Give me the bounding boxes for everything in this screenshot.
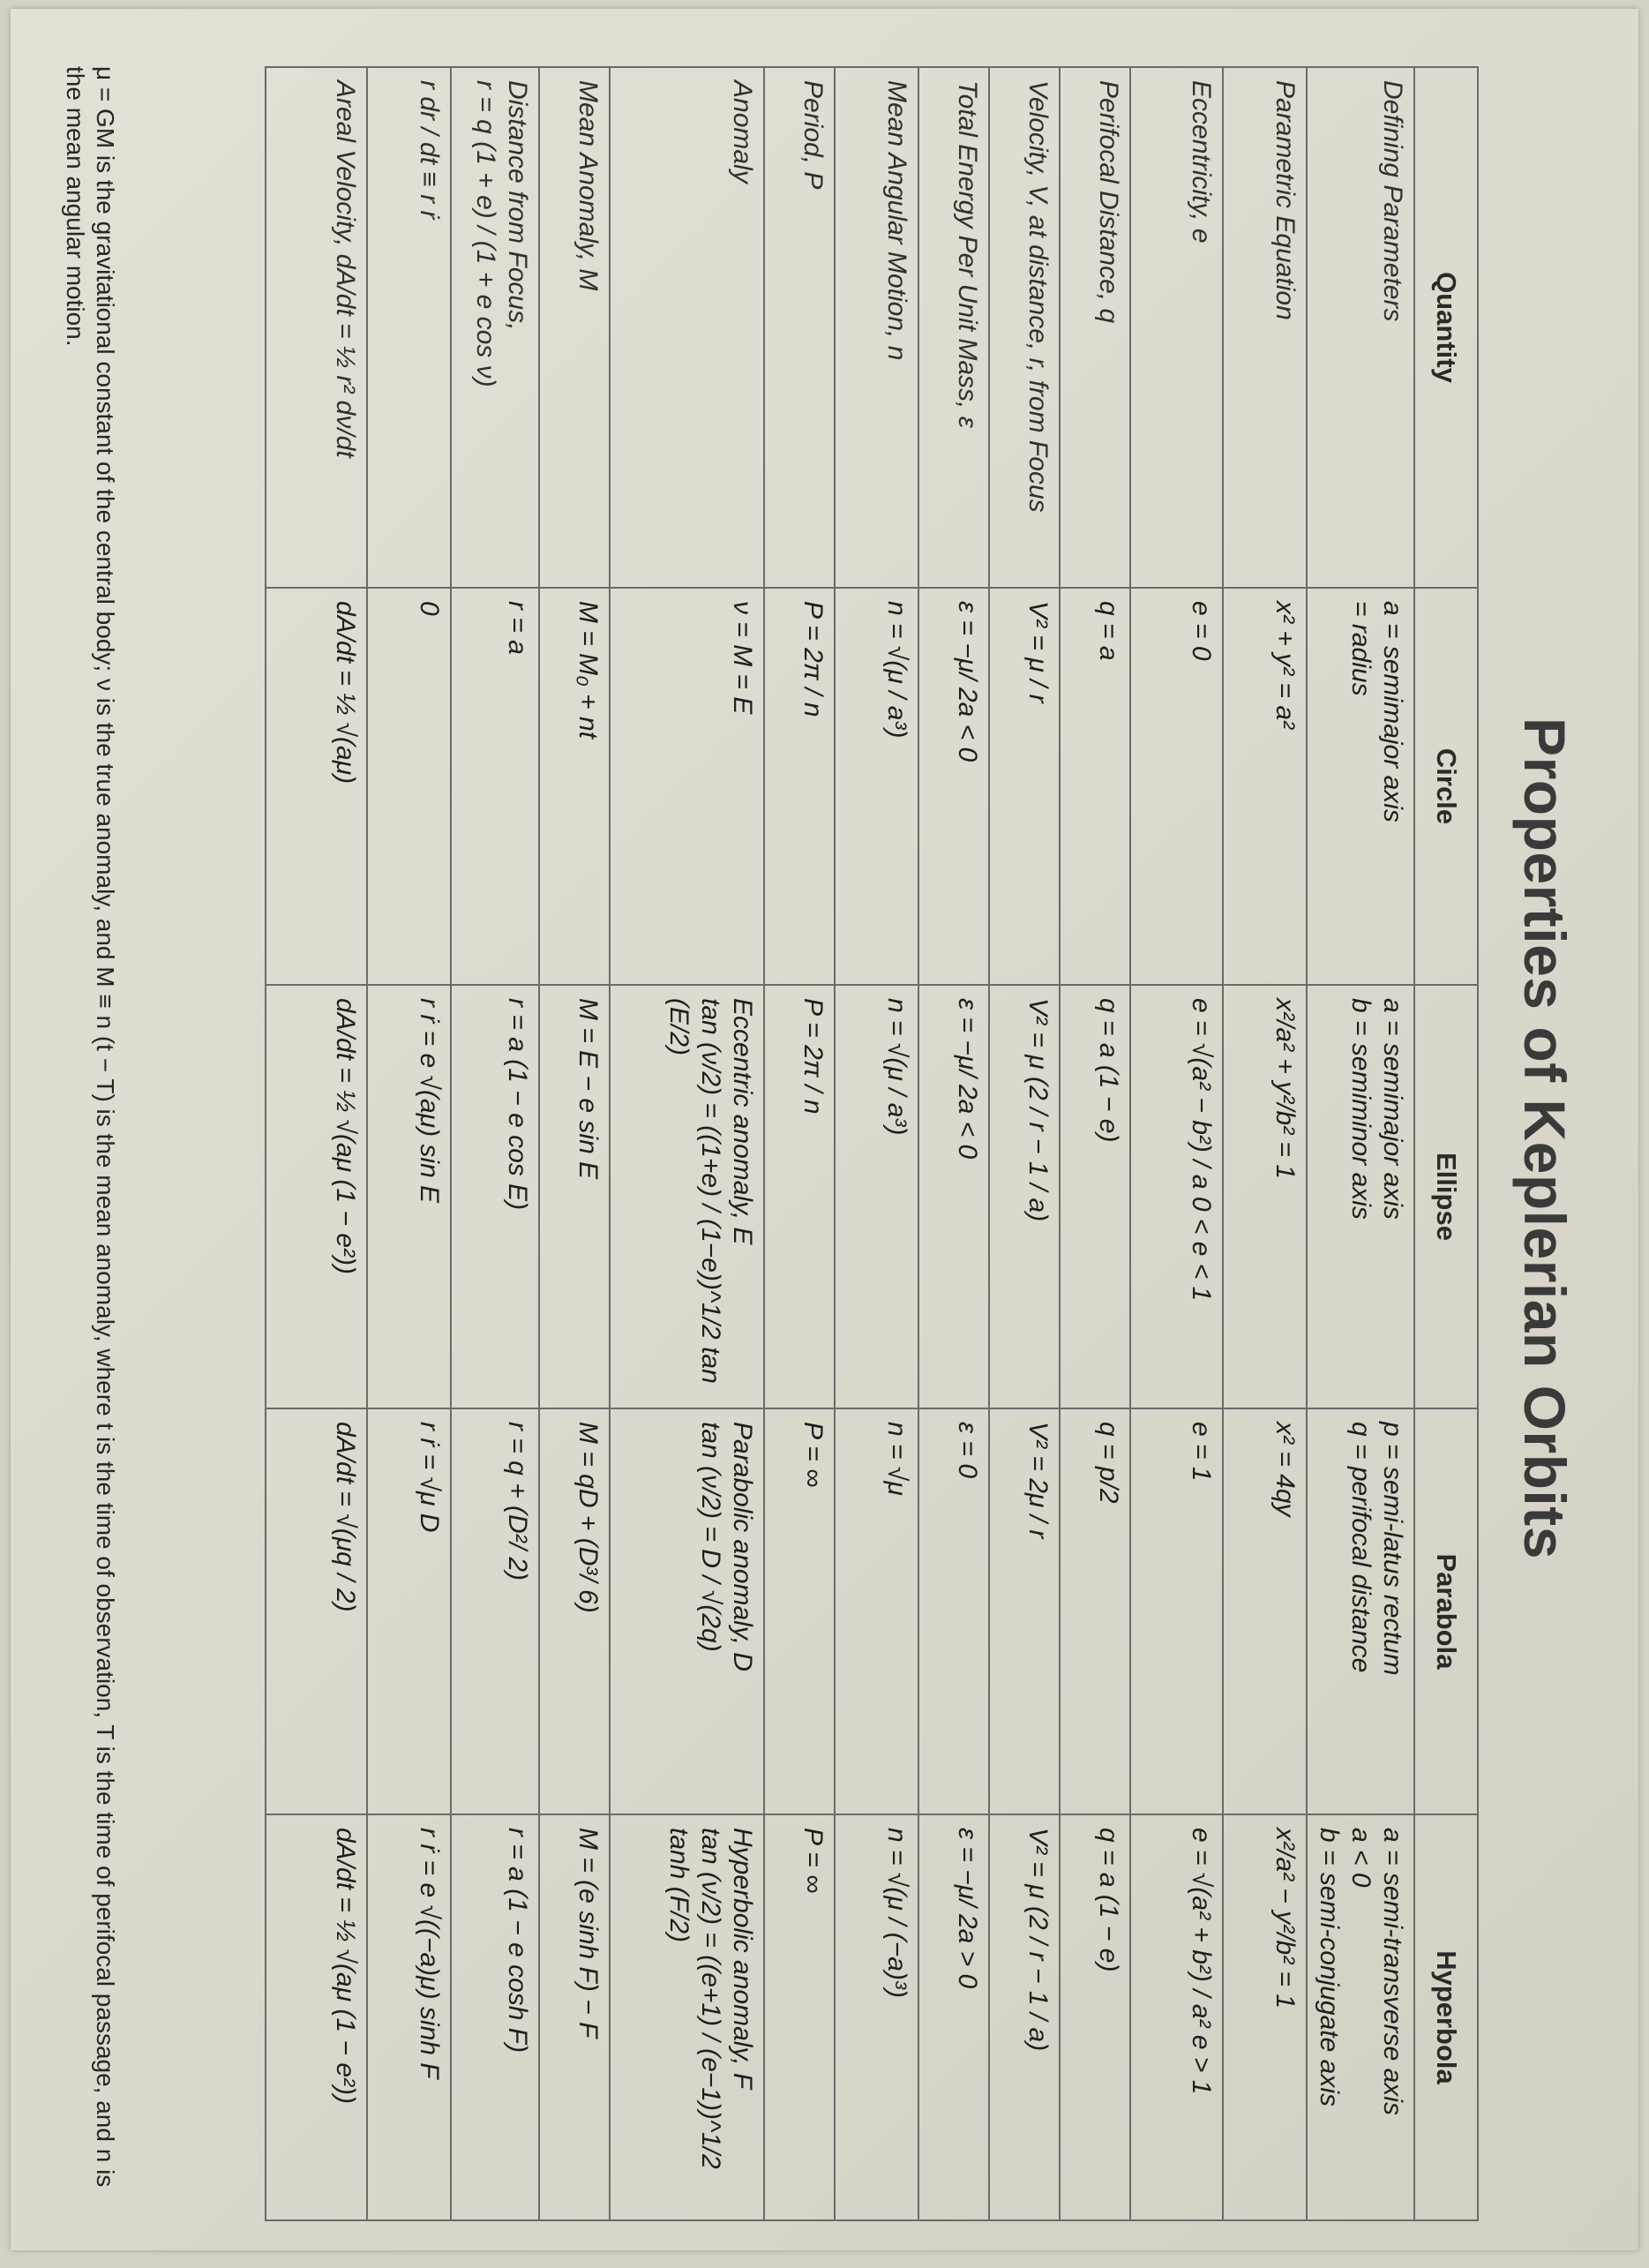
row-quantity: Areal Velocity, dA/dt = ½ r² dν/dt	[266, 67, 367, 588]
table-row	[1060, 67, 1130, 2220]
ellipse-value: r = a (1 − e cos E)	[451, 985, 539, 1408]
orbit-properties-table	[265, 66, 1479, 2221]
circle-value: e = 0	[1130, 588, 1223, 985]
row-quantity: Distance from Focus, r = q (1 + e) / (1 + e cos ν)	[451, 67, 539, 588]
table-row	[266, 67, 367, 2220]
paper-sheet	[11, 9, 1638, 2250]
row-quantity: Eccentricity, e	[1130, 67, 1223, 588]
parabola-value: P = ∞	[764, 1408, 835, 1814]
circle-value: n = √(μ / a³)	[835, 588, 918, 985]
parabola-value: r = q + (D²/ 2)	[451, 1408, 539, 1814]
parabola-value: x² = 4qy	[1223, 1408, 1307, 1814]
table-row	[835, 67, 918, 2220]
row-quantity: Anomaly	[610, 67, 764, 588]
table-row	[610, 67, 764, 2220]
circle-value: M = M₀ + nt	[539, 588, 610, 985]
parabola-value: V² = 2μ / r	[989, 1408, 1060, 1814]
circle-value: a = semimajor axis = radius	[1307, 588, 1414, 985]
hyperbola-value: q = a (1 − e)	[1060, 1814, 1130, 2220]
parabola-value: Parabolic anomaly, D tan (ν/2) = D / √(2q)	[610, 1408, 764, 1814]
hyperbola-value: r = a (1 − e cosh F)	[451, 1814, 539, 2220]
row-quantity: Mean Anomaly, M	[539, 67, 610, 588]
row-quantity: Parametric Equation	[1223, 67, 1307, 588]
hyperbola-value: n = √(μ / (−a)³)	[835, 1814, 918, 2220]
parabola-value: q = p/2	[1060, 1408, 1130, 1814]
parabola-value: p = semi-latus rectum q = perifocal distance	[1307, 1408, 1414, 1814]
header-parabola: Parabola	[1414, 1408, 1478, 1814]
hyperbola-value: P = ∞	[764, 1814, 835, 2220]
table-row	[451, 67, 539, 2220]
row-quantity: Perifocal Distance, q	[1060, 67, 1130, 588]
row-quantity: Velocity, V, at distance, r, from Focus	[989, 67, 1060, 588]
ellipse-value: q = a (1 − e)	[1060, 985, 1130, 1408]
ellipse-value: P = 2π / n	[764, 985, 835, 1408]
row-quantity: Defining Parameters	[1307, 67, 1414, 588]
hyperbola-value: V² = μ (2 / r − 1 / a)	[989, 1814, 1060, 2220]
hyperbola-value: ε = −μ/ 2a > 0	[918, 1814, 989, 2220]
row-quantity: Period, P	[764, 67, 835, 588]
table-row	[1130, 67, 1223, 2220]
parabola-value: ε = 0	[918, 1408, 989, 1814]
hyperbola-value: a = semi-transverse axis a < 0 b = semi-conjugate axis	[1307, 1814, 1414, 2220]
table-row	[367, 67, 451, 2220]
ellipse-value: r ṙ = e √(aμ) sin E	[367, 985, 451, 1408]
hyperbola-value: M = (e sinh F) − F	[539, 1814, 610, 2220]
ellipse-value: e = √(a² − b²) / a 0 < e < 1	[1130, 985, 1223, 1408]
circle-value: x² + y² = a²	[1223, 588, 1307, 985]
ellipse-value: x²/a² + y²/b² = 1	[1223, 985, 1307, 1408]
circle-value: ν = M = E	[610, 588, 764, 985]
hyperbola-value: e = √(a² + b²) / a² e > 1	[1130, 1814, 1223, 2220]
parabola-value: n = √μ	[835, 1408, 918, 1814]
table-row	[539, 67, 610, 2220]
parabola-value: M = qD + (D³/ 6)	[539, 1408, 610, 1814]
ellipse-value: a = semimajor axis b = semiminor axis	[1307, 985, 1414, 1408]
circle-value: ε = −μ/ 2a < 0	[918, 588, 989, 985]
table-row	[918, 67, 989, 2220]
ellipse-value: Eccentric anomaly, E tan (ν/2) = ((1+e) / (1−e))^1/2 tan (E/2)	[610, 985, 764, 1408]
table-row	[989, 67, 1060, 2220]
row-quantity: Total Energy Per Unit Mass, ε	[918, 67, 989, 588]
hyperbola-value: x²/a² − y²/b² = 1	[1223, 1814, 1307, 2220]
parabola-value: r ṙ = √μ D	[367, 1408, 451, 1814]
circle-value: r = a	[451, 588, 539, 985]
ellipse-value: V² = μ (2 / r − 1 / a)	[989, 985, 1060, 1408]
table-row	[1223, 67, 1307, 2220]
ellipse-value: ε = −μ/ 2a < 0	[918, 985, 989, 1408]
rotated-document	[11, 9, 1649, 2268]
ellipse-value: dA/dt = ½ √(aμ (1 − e²))	[266, 985, 367, 1408]
header-hyperbola: Hyperbola	[1414, 1814, 1478, 2220]
circle-value: q = a	[1060, 588, 1130, 985]
row-quantity: r dr / dt ≡ r ṙ	[367, 67, 451, 588]
header-ellipse: Ellipse	[1414, 985, 1478, 1408]
table-row	[764, 67, 835, 2220]
ellipse-value: M = E − e sin E	[539, 985, 610, 1408]
circle-value: 0	[367, 588, 451, 985]
table-row	[1307, 67, 1414, 2220]
parabola-value: dA/dt = √(μq / 2)	[266, 1408, 367, 1814]
row-quantity: Mean Angular Motion, n	[835, 67, 918, 588]
hyperbola-value: r ṙ = e √((−a)μ) sinh F	[367, 1814, 451, 2220]
page-title: Properties of Keplerian Orbits	[1512, 717, 1578, 1559]
parabola-value: e = 1	[1130, 1408, 1223, 1814]
footnote: μ = GM is the gravitational constant of the central body; ν is the true anomaly, and M ≡ n (t − T) is the mean anomaly, where t is the time of observation, T is the time of perifocal passage, and n is the mean angular motion.	[62, 66, 119, 2188]
header-quantity: Quantity	[1414, 67, 1478, 588]
hyperbola-value: dA/dt = ½ √(aμ (1 − e²))	[266, 1814, 367, 2220]
header-row	[1414, 67, 1478, 2220]
header-circle: Circle	[1414, 588, 1478, 985]
circle-value: V² = μ / r	[989, 588, 1060, 985]
ellipse-value: n = √(μ / a³)	[835, 985, 918, 1408]
circle-value: dA/dt = ½ √(aμ)	[266, 588, 367, 985]
hyperbola-value: Hyperbolic anomaly, F tan (ν/2) = ((e+1) / (e−1))^1/2 tanh (F/2)	[610, 1814, 764, 2220]
circle-value: P = 2π / n	[764, 588, 835, 985]
